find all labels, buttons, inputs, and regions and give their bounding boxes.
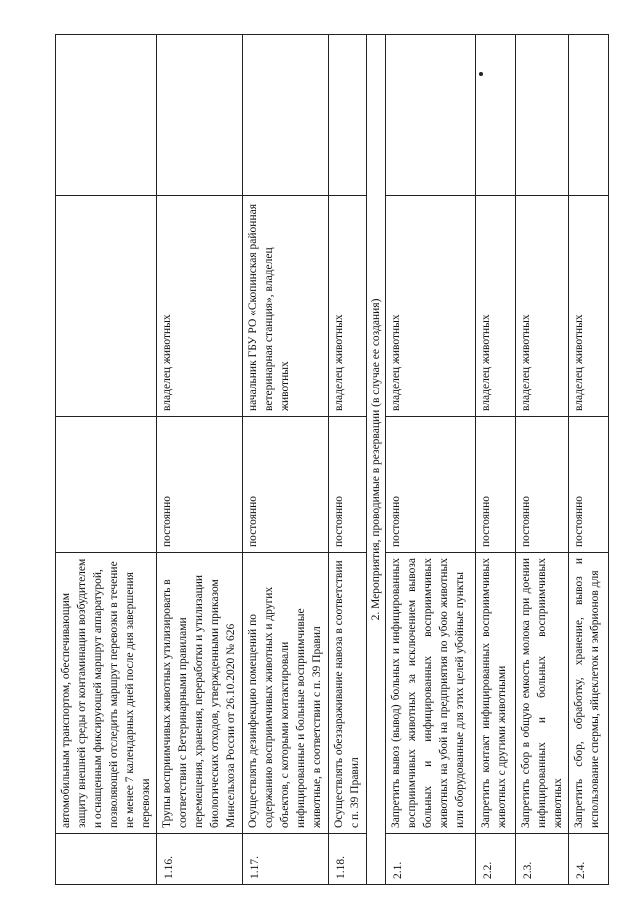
row-extra bbox=[157, 35, 243, 196]
row-term: постоянно bbox=[157, 417, 243, 553]
section-header-row bbox=[367, 35, 386, 885]
row-extra bbox=[476, 35, 516, 196]
row-action: Запретить вывоз (вывод) больных и инфицированных восприимчивых животных за исключением вывоза больных и инфицированных восприимчивых животных на убой на предприятия по убою животных или оборудованные для этих целей убойные пункты bbox=[386, 553, 476, 834]
row-extra bbox=[386, 35, 476, 196]
row-term: постоянно bbox=[386, 417, 476, 553]
table-row bbox=[243, 35, 329, 885]
row-extra bbox=[243, 35, 329, 196]
row-action: Запретить сбор в общую емкость молока при доении инфицированных и больных восприимчивых животных bbox=[516, 553, 569, 834]
row-responsible: владелец животных bbox=[157, 196, 243, 417]
table-row bbox=[386, 35, 476, 885]
row-extra bbox=[569, 35, 609, 196]
scan-speck bbox=[479, 72, 483, 76]
row-number bbox=[56, 834, 157, 885]
row-number: 1.18. bbox=[329, 834, 367, 885]
row-action: Осуществлять дезинфекцию помещений по содержанию восприимчивых животных и других объектов, с которыми контактировали инфицированные и больные восприимчивые животные, в соответствии с п. 39 Правил bbox=[243, 553, 329, 834]
row-number: 1.17. bbox=[243, 834, 329, 885]
row-action: Запретить сбор, обработку, хранение, вывоз и использование спермы, яйцеклеток и эмбрионов для bbox=[569, 553, 609, 834]
row-responsible: начальник ГБУ РО «Скопинская районная ветеринарная станция», владелец животных bbox=[243, 196, 329, 417]
row-term: постоянно bbox=[476, 417, 516, 553]
table-row bbox=[56, 35, 157, 885]
row-extra bbox=[56, 35, 157, 196]
row-action: Осуществлять обеззараживание навоза в соответствии с п. 39 Правил bbox=[329, 553, 367, 834]
row-responsible: владелец животных bbox=[476, 196, 516, 417]
table-row bbox=[569, 35, 609, 885]
row-responsible: владелец животных bbox=[569, 196, 609, 417]
table-row bbox=[157, 35, 243, 885]
row-number: 2.4. bbox=[569, 834, 609, 885]
row-term: постоянно bbox=[569, 417, 609, 553]
row-number: 2.3. bbox=[516, 834, 569, 885]
rotated-table-container bbox=[55, 35, 625, 885]
row-action: автомобильным транспортом, обеспечивающим защиту внешней среды от контаминации возбудителем и оснащенным фиксирующей маршрут аппаратурой, позволяющей отследить маршрут перевозки в течение не менее 7 календарных дней после дня завершения перевозки bbox=[56, 553, 157, 834]
row-responsible: владелец животных bbox=[516, 196, 569, 417]
row-term: постоянно bbox=[243, 417, 329, 553]
section-title: 2. Мероприятия, проводимые в резервации (в случае ее создания) bbox=[367, 35, 386, 885]
row-number: 2.1. bbox=[386, 834, 476, 885]
table-row bbox=[516, 35, 569, 885]
table-row bbox=[329, 35, 367, 885]
row-number: 2.2. bbox=[476, 834, 516, 885]
row-extra bbox=[329, 35, 367, 196]
row-responsible: владелец животных bbox=[329, 196, 367, 417]
row-number: 1.16. bbox=[157, 834, 243, 885]
row-extra bbox=[516, 35, 569, 196]
row-term bbox=[56, 417, 157, 553]
measures-table bbox=[55, 34, 609, 885]
row-action: Трупы восприимчивых животных утилизировать в соответствии с Ветеринарными правилами перемещения, хранения, переработки и утилизации биологических отходов, утвержденными приказом Минсельхоза России от 26.10.2020 № 626 bbox=[157, 553, 243, 834]
row-term: постоянно bbox=[516, 417, 569, 553]
table-row bbox=[476, 35, 516, 885]
row-action: Запретить контакт инфицированных восприимчивых животных с другими животными bbox=[476, 553, 516, 834]
row-responsible bbox=[56, 196, 157, 417]
row-responsible: владелец животных bbox=[386, 196, 476, 417]
row-term: постоянно bbox=[329, 417, 367, 553]
